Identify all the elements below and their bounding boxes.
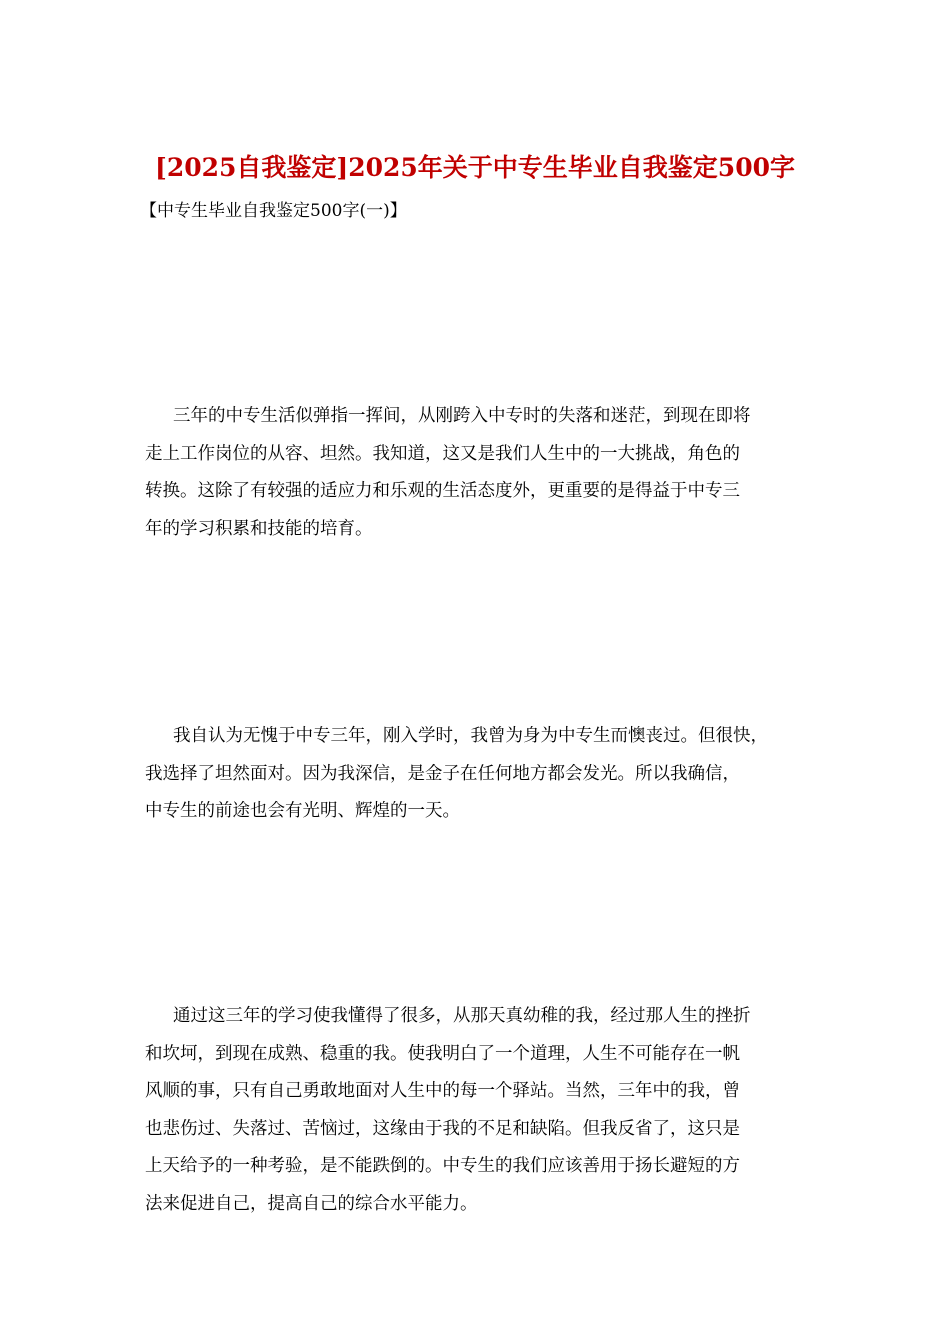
paragraph-2 <box>145 718 825 831</box>
paragraph-line: 我选择了坦然面对。因为我深信，是金子在任何地方都会发光。所以我确信， <box>145 763 740 784</box>
paragraph-line: 走上工作岗位的从容、坦然。我知道，这又是我们人生中的一大挑战，角色的 <box>145 443 740 464</box>
paragraph-line: 通过这三年的学习使我懂得了很多，从那天真幼稚的我，经过那人生的挫折 <box>173 1006 751 1026</box>
paragraph-line: 年的学习积累和技能的培育。 <box>145 518 373 539</box>
paragraph-line: 也悲伤过、失落过、苦恼过，这缘由于我的不足和缺陷。但我反省了，这只是 <box>145 1118 740 1139</box>
paragraph-line: 转换。这除了有较强的适应力和乐观的生活态度外，更重要的是得益于中专三 <box>145 481 740 501</box>
paragraph-line: 风顺的事，只有自己勇敢地面对人生中的每一个驿站。当然，三年中的我，曾 <box>145 1081 740 1101</box>
paragraph-line: 上天给予的一种考验，是不能跌倒的。中专生的我们应该善用于扬长避短的方 <box>145 1156 740 1176</box>
paragraph-line: 三年的中专生活似弹指一挥间，从刚跨入中专时的失落和迷茫，到现在即将 <box>173 406 751 426</box>
paragraph-line: 法来促进自己，提高自己的综合水平能力。 <box>145 1193 478 1214</box>
document-title: [2025自我鉴定]2025年关于中专生毕业自我鉴定500字 <box>154 153 795 182</box>
paragraph-line: 我自认为无愧于中专三年，刚入学时，我曾为身为中专生而懊丧过。但很快， <box>173 726 768 746</box>
paragraph-line: 和坎坷，到现在成熟、稳重的我。使我明白了一个道理，人生不可能存在一帆 <box>145 1043 740 1064</box>
section-heading: 【中专生毕业自我鉴定500字(一)】 <box>140 201 407 221</box>
paragraph-line: 中专生的前途也会有光明、辉煌的一天。 <box>145 801 460 821</box>
paragraph-1 <box>145 398 825 548</box>
paragraph-3 <box>145 998 825 1223</box>
